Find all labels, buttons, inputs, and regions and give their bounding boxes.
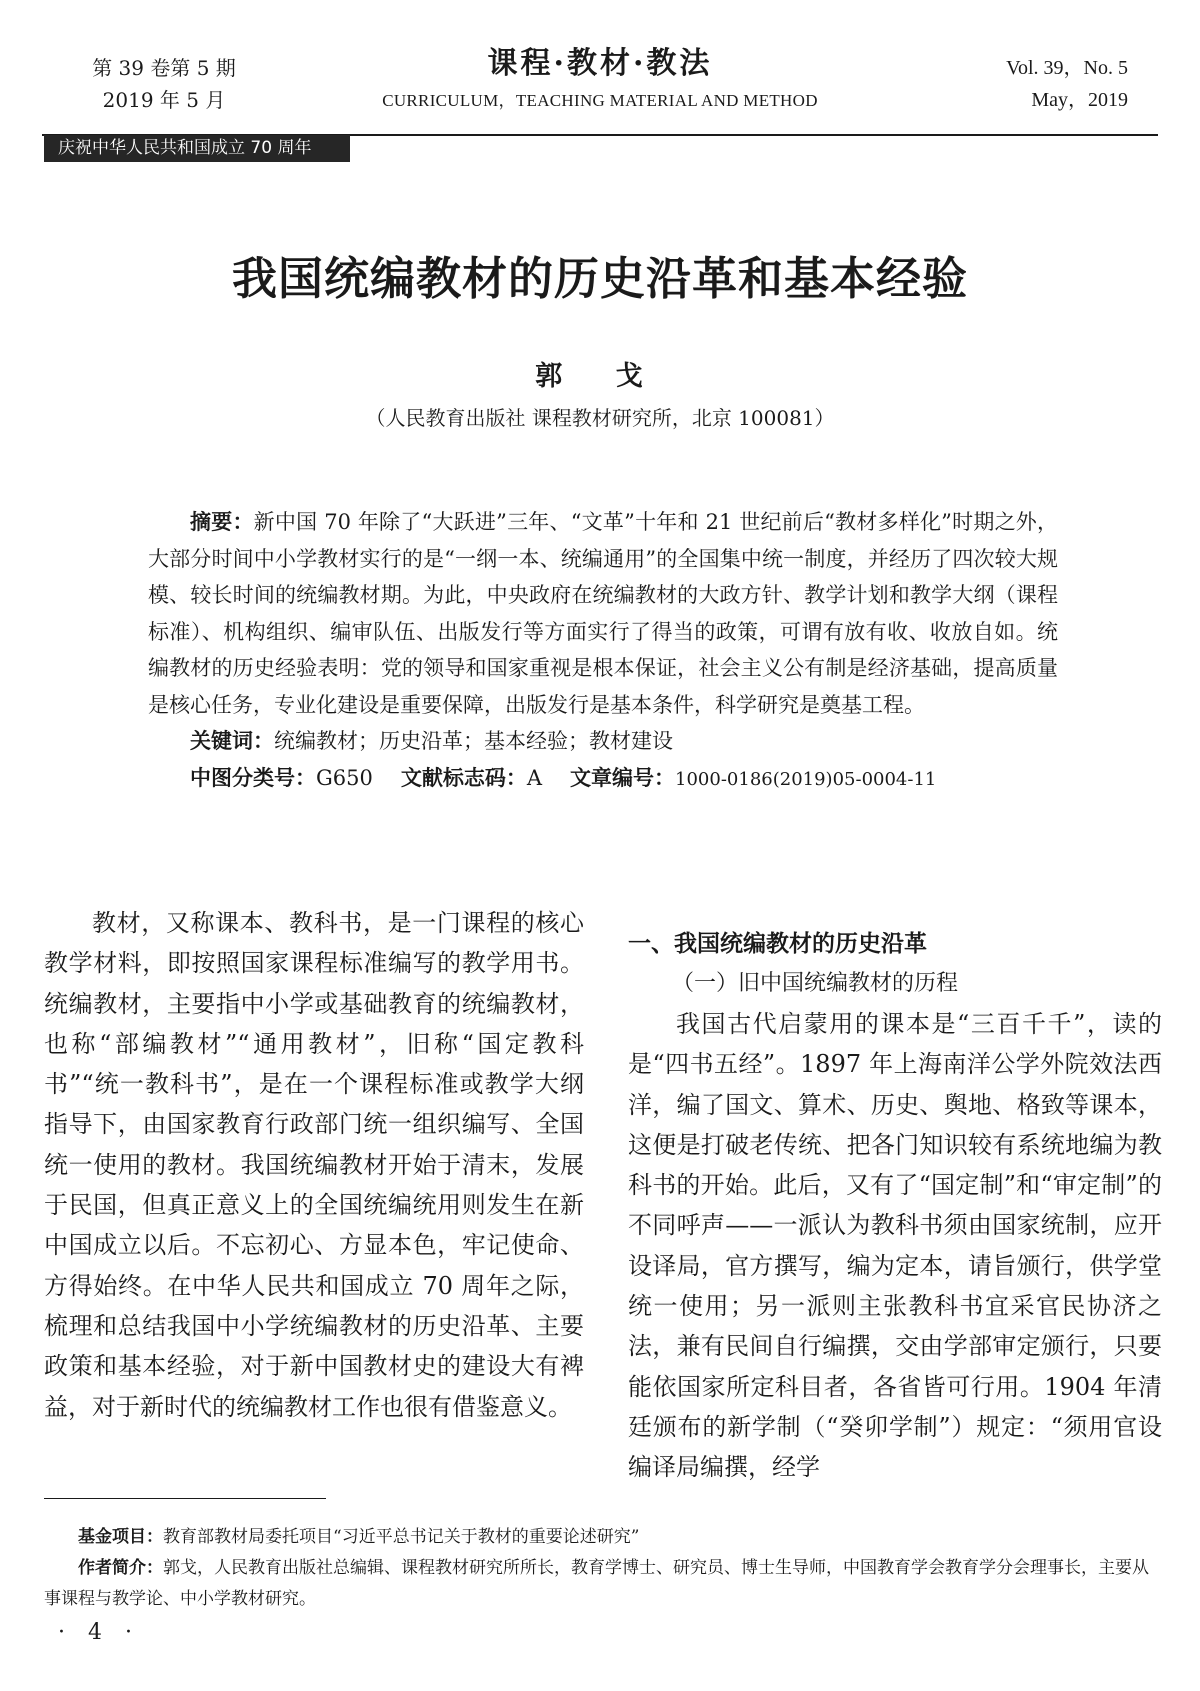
clc-label: 中图分类号： [190,765,316,790]
doc-code-value: A [526,765,543,790]
abstract-paragraph [148,504,1058,723]
keywords-text: 统编教材；历史沿革；基本经验；教材建设 [274,729,673,753]
anniversary-ribbon: 庆祝中华人民共和国成立 70 周年 [44,135,350,162]
fund-text: 教育部教材局委托项目“习近平总书记关于教材的重要论述研究” [163,1527,640,1547]
journal-title-cn: 课程·教材·教法 [487,46,713,81]
footnote-rule [44,1498,326,1499]
section-heading-1: 一、我国统编教材的历史沿革 [628,931,927,957]
abstract-text: 新中国 70 年除了“大跃进”三年、“文革”十年和 21 世纪前后“教材多样化”时期之外，大部分时间中小学教材实行的是“一纲一本、统编通用”的全国集中统一制度，并经历了四次较大规模、较长时间的统编教材期。为此，中央政府在统编教材的大政方针、教学计划和教学大纲（课程标准）、机构组织、编审队伍、出版发行等方面实行了得当的政策，可谓有放有收、收放自如。统编教材的历史经验表明：党的领导和国家重视是根本保证，社会主义公有制是经济基础，提高质量是核心任务，专业化建设是重要保障，出版发行是基本条件，科学研究是奠基工程。 [148,510,1059,717]
doc-code-label: 文献标志码： [400,765,527,790]
subsection-heading-1: （一）旧中国统编教材的历程 [672,971,959,996]
body-column-left [44,903,584,1427]
page-number: · 4 · [58,1620,140,1645]
volume-issue-cn: 第 39 卷第 5 期 [92,56,236,80]
intro-paragraph: 教材，又称课本、教科书，是一门课程的核心教学材料，即按照国家课程标准编写的教学用书。统编教材，主要指中小学或基础教育的统编教材，也称“部编教材”“通用教材”，旧称“国定教科书”“统一教科书”，是在一个课程标准或教学大纲指导下，由国家教育行政部门统一组织编写、全国统一使用的教材。我国统编教材开始于清末，发展于民国，但真正意义上的全国统编统用则发生在新中国成立以后。不忘初心、方显本色，牢记使命、方得始终。在中华人民共和国成立 70 周年之际，梳理和总结我国中小学统编教材的历史沿革、主要政策和基本经验，对于新中国教材史的建设大有裨益，对于新时代的统编教材工作也很有借鉴意义。 [44,909,584,1421]
article-title: 我国统编教材的历史沿革和基本经验 [231,252,968,305]
body-column-right [628,924,1162,1488]
footnotes-block [44,1522,1162,1615]
clc-value: G650 [316,765,373,790]
author-bio-note [44,1553,1162,1615]
author-affiliation: （人民教育出版社 课程教材研究所，北京 100081） [365,406,835,430]
fund-note [44,1522,1162,1553]
abstract-block [148,504,1058,798]
journal-masthead [340,46,860,111]
journal-title-en: CURRICULUM，TEACHING MATERIAL AND METHOD [382,91,818,110]
author-bio-text: 郭戈，人民教育出版社总编辑、课程教材研究所所长，教育学博士、研究员、博士生导师，中国教育学会教育学分会理事长，主要从事课程与教学论、中小学教材研究。 [44,1558,1149,1609]
date-en: May，2019 [1031,89,1128,111]
header-volume-cn [84,52,244,116]
keywords-line [148,723,1058,760]
classification-line [148,760,1058,799]
article-no-label: 文章编号： [570,765,676,790]
author-bio-label: 作者简介： [78,1558,163,1578]
fund-label: 基金项目： [78,1527,163,1547]
abstract-label: 摘要： [190,510,254,534]
article-author: 郭 戈 [535,361,665,392]
keywords-label: 关键词： [190,729,274,753]
date-cn: 2019 年 5 月 [102,88,226,112]
header-volume-en [928,52,1128,116]
article-no-value: 1000-0186(2019)05-0004-11 [675,768,937,790]
volume-issue-en: Vol. 39，No. 5 [1006,57,1128,79]
section1-paragraph: 我国古代启蒙用的课本是“三百千千”，读的是“四书五经”。1897 年上海南洋公学外院效法西洋，编了国文、算术、历史、舆地、格致等课本，这便是打破老传统、把各门知识较有系统地编为教科书的开始。此后，又有了“国定制”和“审定制”的不同呼声——一派认为教科书须由国家统制，应开设译局，官方撰写，编为定本，请旨颁行，供学堂统一使用；另一派则主张教科书宜采官民协济之法，兼有民间自行编撰，交由学部审定颁行，只要能依国家所定科目者，各省皆可行用。1904 年清廷颁布的新学制（“癸卯学制”）规定：“须用官设编译局编撰，经学 [628,1010,1162,1482]
